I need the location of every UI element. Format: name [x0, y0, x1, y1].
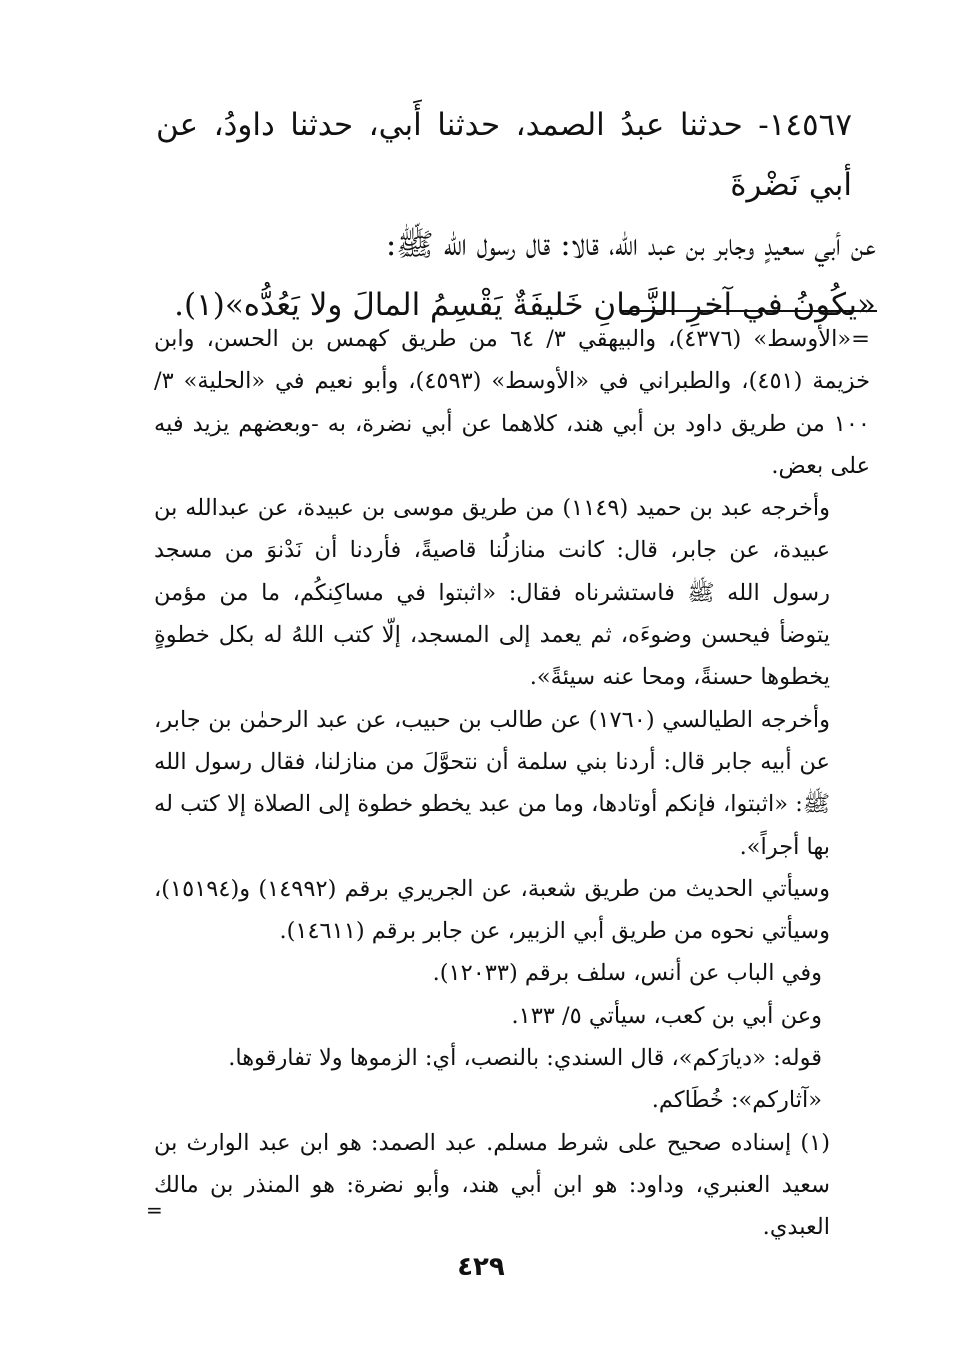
footnotes — [154, 318, 870, 1249]
footnote-paragraph-5: وفي الباب عن أنس، سلف برقم (١٢٠٣٣). — [432, 960, 822, 987]
hadith-line-3: «يكُونُ في آخرِ الزَّمانِ خَليفَةٌ يَقْسِمُ المالَ ولا يَعُدُّه»(١). — [174, 287, 876, 323]
footnote-separator — [620, 310, 877, 312]
hadith-line-1: ١٤٥٦٧- حدثنا عبدُ الصمد، حدثنا أَبي، حدثنا داودُ، عن أبي نَضْرةَ — [156, 107, 852, 203]
hadith-line-2: عن أبي سعيدٍ وجابر بن عبد الله، قالا: قال رسول الله ﷺ: — [385, 227, 876, 263]
footnote-paragraph-6: وعن أبي بن كعب، سيأتي ٥/ ١٣٣. — [511, 1002, 822, 1029]
continuation-mark: = — [146, 1198, 163, 1222]
footnote-paragraph-3: وأخرجه الطيالسي (١٧٦٠) عن طالب بن حبيب، عن عبد الرحمٰن بن جابر، عن أبيه جابر قال: أردنا بني سلمة أن نتحوَّلَ من منازلنا، فقال رسول الله ﷺ: «اثبتوا، فإنكم أوتادها، وما من عبد يخطو خطوة إلى الصلاة إلا كتب له بها أجراً». — [154, 706, 830, 860]
footnote-paragraph-7: قوله: «ديارَكم»، قال السندي: بالنصب، أي: الزموها ولا تفارقوها. — [228, 1045, 822, 1072]
footnote-paragraph-4: وسيأتي الحديث من طريق شعبة، عن الجريري برقم (١٤٩٩٢) و(١٥١٩٤)، وسيأتي نحوه من طريق أبي الزبير، عن جابر برقم (١٤٦١١). — [154, 875, 830, 945]
footnote-paragraph-2: وأخرجه عبد بن حميد (١١٤٩) من طريق موسى بن عبيدة، عن عبدالله بن عبيدة، عن جابر، قال: كانت منازلُنا قاصيةً، فأردنا أن نَدْنوَ من مسجد رسول الله ﷺ فاستشرناه فقال: «اثبتوا في مساكِنكُم، ما من مؤمن يتوضأ فيحسن وضوءَه، ثم يعمد إلى المسجد، إلّا كتب اللهُ له بكل خطوةٍ يخطوها حسنةً، ومحا عنه سيئةً». — [154, 495, 831, 691]
footnote-1: (١) إسناده صحيح على شرط مسلم. عبد الصمد: هو ابن عبد الوارث بن سعيد العنبري، وداود: هو ابن أبي هند، وأبو نضرة: هو المنذر بن مالك العبدي. — [154, 1129, 830, 1241]
hadith-text — [156, 95, 876, 335]
footnote-paragraph-8: «آثاركم»: خُطَاكم. — [651, 1087, 822, 1114]
page-number: ٤٢٩ — [457, 1252, 505, 1282]
footnote-paragraph-1: =«الأوسط» (٤٣٧٦)، والبيهقي ٣/ ٦٤ من طريق كهمس بن الحسن، وابن خزيمة (٤٥١)، والطبراني في «الأوسط» (٤٥٩٣)، وأبو نعيم في «الحلية» ٣/ ١٠٠ من طريق داود بن أبي هند، كلاهما عن أبي نضرة، به -وبعضهم يزيد فيه على بعض. — [154, 326, 871, 479]
